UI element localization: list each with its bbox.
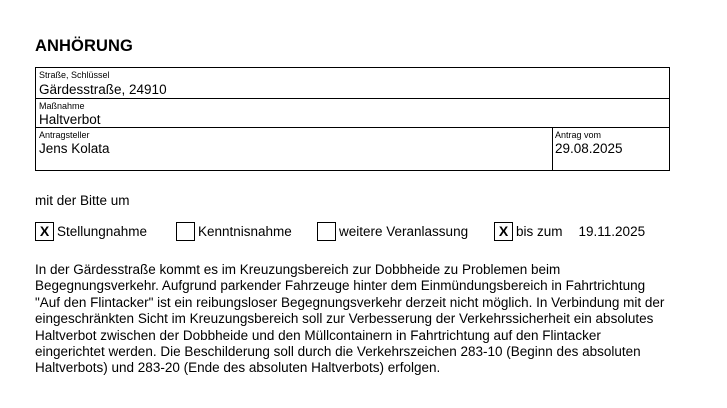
option-label: weitere Veranlassung	[339, 223, 469, 239]
street-row	[36, 68, 669, 99]
page-title: ANHÖRUNG	[35, 37, 133, 55]
application-date-value: 29.08.2025	[555, 141, 623, 156]
checkbox-kenntnisnahme[interactable]	[176, 222, 195, 241]
option-label: Kenntnisnahme	[198, 223, 292, 239]
applicant-row	[36, 128, 669, 171]
form-header-box	[35, 67, 670, 171]
measure-value: Haltverbot	[39, 112, 101, 127]
option-bis-zum[interactable]	[494, 220, 645, 242]
applicant-value: Jens Kolata	[39, 141, 110, 156]
option-weitere-veranlassung[interactable]	[317, 220, 468, 242]
option-label: bis zum	[516, 223, 563, 239]
checkbox-weitere-veranlassung[interactable]	[317, 222, 336, 241]
option-kenntnisnahme[interactable]	[176, 220, 292, 242]
street-label: Straße, Schlüssel	[39, 70, 110, 80]
measure-row	[36, 99, 669, 128]
street-value: Gärdesstraße, 24910	[39, 82, 167, 97]
checkbox-bis-zum[interactable]: X	[494, 222, 513, 241]
measure-label: Maßnahme	[39, 101, 85, 111]
application-date-label: Antrag vom	[555, 130, 602, 140]
applicant-label: Antragsteller	[39, 130, 90, 140]
checkbox-stellungnahme[interactable]: X	[35, 222, 54, 241]
option-label: Stellungnahme	[57, 223, 148, 239]
deadline-date: 19.11.2025	[578, 223, 646, 239]
body-text: In der Gärdesstraße kommt es im Kreuzungsbereich zur Dobbheide zu Problemen beim Begegnungsverkehr. Aufgrund parkender Fahrzeuge hinter dem Einmündungsbereich in Fahrtrichtung "Auf den Flintacker" ist ein reibungsloser Begegnungsverkehr derzeit nicht möglich. In Verbindung mit der eingeschränkten Sicht im Kreuzungsbereich soll zur Verbesserung der Verkehrssicherheit ein absolutes Haltverbot zwischen der Dobbheide und den Müllcontainern in Fahrtrichtung auf den Flintacker eingerichtet werden. Die Beschilderung soll durch die Verkehrszeichen 283-10 (Beginn des absoluten Haltverbots) und 283-20 (Ende des absoluten Haltverbots) erfolgen.	[35, 262, 665, 376]
option-stellungnahme[interactable]	[35, 220, 147, 242]
request-intro: mit der Bitte um	[35, 193, 130, 208]
column-divider	[552, 128, 553, 171]
